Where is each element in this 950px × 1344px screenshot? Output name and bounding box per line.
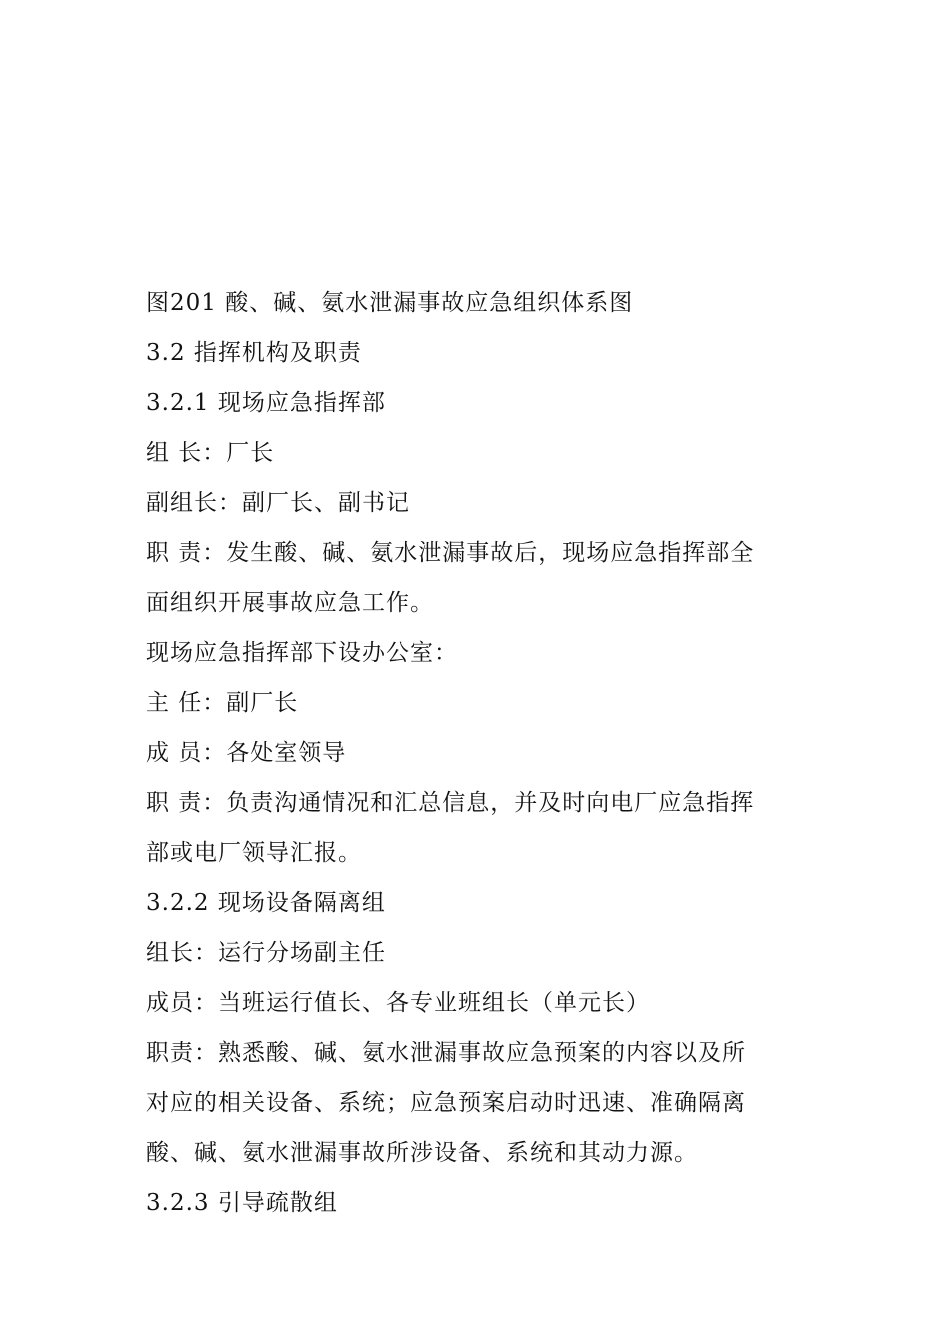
section-heading-3-2-3: 3.2.3 引导疏散组 [146,1190,338,1216]
text-line: 现场应急指挥部下设办公室： [146,640,458,666]
text-line: 职 责：负责沟通情况和汇总信息，并及时向电厂应急指挥 [146,790,755,816]
document-body [146,278,806,1228]
section-heading-3-2: 3.2 指挥机构及职责 [146,340,362,366]
text-line: 成 员：各处室领导 [146,740,347,766]
text-line: 主 任：副厂长 [146,690,299,716]
section-heading-3-2-1: 3.2.1 现场应急指挥部 [146,390,386,416]
text-line: 成员：当班运行值长、各专业班组长（单元长） [146,990,650,1016]
text-line: 职 责：发生酸、碱、氨水泄漏事故后，现场应急指挥部全 [146,540,755,566]
text-line: 职责：熟悉酸、碱、氨水泄漏事故应急预案的内容以及所 [146,1040,746,1066]
text-line: 组 长：厂长 [146,440,275,466]
text-line: 面组织开展事故应急工作。 [146,590,434,616]
text-line: 酸、碱、氨水泄漏事故所涉设备、系统和其动力源。 [146,1140,698,1166]
text-line: 部或电厂领导汇报。 [146,840,362,866]
text-line: 组长：运行分场副主任 [146,940,386,966]
text-line: 副组长：副厂长、副书记 [146,490,410,516]
text-line: 对应的相关设备、系统；应急预案启动时迅速、准确隔离 [146,1090,746,1116]
section-heading-3-2-2: 3.2.2 现场设备隔离组 [146,890,386,916]
figure-caption: 图201 酸、碱、氨水泄漏事故应急组织体系图 [146,290,634,316]
